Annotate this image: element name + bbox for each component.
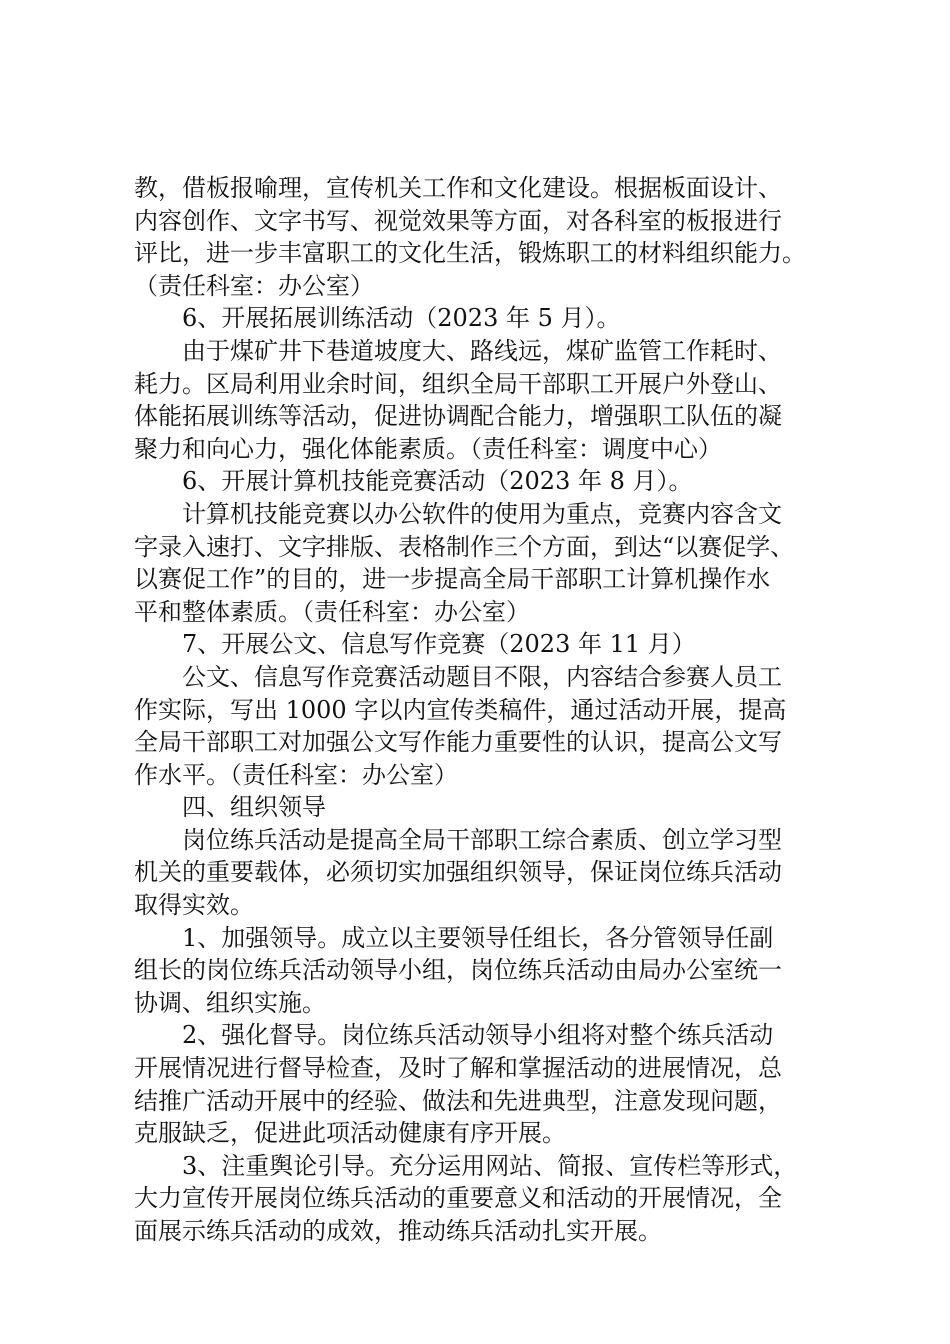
text-line: （责任科室：办公室） xyxy=(134,271,374,300)
text-line: 评比，进一步丰富职工的文化生活，锻炼职工的材料组织能力。 xyxy=(134,239,806,268)
text-line: 公文、信息写作竞赛活动题目不限，内容结合参赛人员工 xyxy=(182,662,782,691)
text-line: 聚力和向心力，强化体能素质。（责任科室：调度中心） xyxy=(134,434,722,463)
text-line: 1、加强领导。成立以主要领导任组长，各分管领导任副 xyxy=(182,923,774,952)
text-line: 四、组织领导 xyxy=(182,793,326,822)
text-line: 取得实效。 xyxy=(134,891,254,920)
text-line: 组长的岗位练兵活动领导小组，岗位练兵活动由局办公室统一 xyxy=(134,956,782,985)
text-line: 以赛促工作”的目的，进一步提高全局干部职工计算机操作水 xyxy=(134,565,771,594)
text-line: 大力宣传开展岗位练兵活动的重要意义和活动的开展情况，全 xyxy=(134,1184,782,1213)
text-line: 耗力。区局利用业余时间，组织全局干部职工开展户外登山、 xyxy=(134,369,782,398)
text-line: 平和整体素质。（责任科室：办公室） xyxy=(134,597,530,626)
text-line: 体能拓展训练等活动，促进协调配合能力，增强职工队伍的凝 xyxy=(134,402,782,431)
text-line: 协调、组织实施。 xyxy=(134,988,326,1017)
text-line: 7、开展公文、信息写作竞赛（2023 年 11 月） xyxy=(182,630,696,659)
text-line: 3、注重舆论引导。充分运用网站、简报、宣传栏等形式， xyxy=(182,1151,798,1180)
text-line: 2、强化督导。岗位练兵活动领导小组将对整个练兵活动 xyxy=(182,1021,774,1050)
text-line: 作水平。（责任科室：办公室） xyxy=(134,760,458,789)
text-line: 克服缺乏，促进此项活动健康有序开展。 xyxy=(134,1119,566,1148)
text-line: 面展示练兵活动的成效，推动练兵活动扎实开展。 xyxy=(134,1217,662,1245)
text-line: 结推广活动开展中的经验、做法和先进典型，注意发现问题， xyxy=(134,1086,782,1115)
text-line: 计算机技能竞赛以办公软件的使用为重点，竞赛内容含文 xyxy=(182,499,782,528)
text-line: 6、开展拓展训练活动（2023 年 5 月）。 xyxy=(182,304,621,333)
document-body xyxy=(134,172,834,1248)
text-line: 作实际，写出 1000 字以内宣传类稿件，通过活动开展，提高 xyxy=(134,695,787,724)
text-line: 由于煤矿井下巷道坡度大、路线远，煤矿监管工作耗时、 xyxy=(182,336,782,365)
text-line: 字录入速打、文字排版、表格制作三个方面，到达“以赛促学、 xyxy=(134,532,795,561)
text-line: 全局干部职工对加强公文写作能力重要性的认识，提高公文写 xyxy=(134,728,782,757)
text-line: 开展情况进行督导检查，及时了解和掌握活动的进展情况，总 xyxy=(134,1054,782,1083)
text-line: 教，借板报喻理，宣传机关工作和文化建设。根据板面设计、 xyxy=(134,174,782,202)
text-line: 内容创作、文字书写、视觉效果等方面，对各科室的板报进行 xyxy=(134,206,782,235)
text-line: 6、开展计算机技能竞赛活动（2023 年 8 月）。 xyxy=(182,467,693,496)
text-line: 岗位练兵活动是提高全局干部职工综合素质、创立学习型 xyxy=(182,825,782,854)
text-line: 机关的重要载体，必须切实加强组织领导，保证岗位练兵活动 xyxy=(134,858,782,887)
